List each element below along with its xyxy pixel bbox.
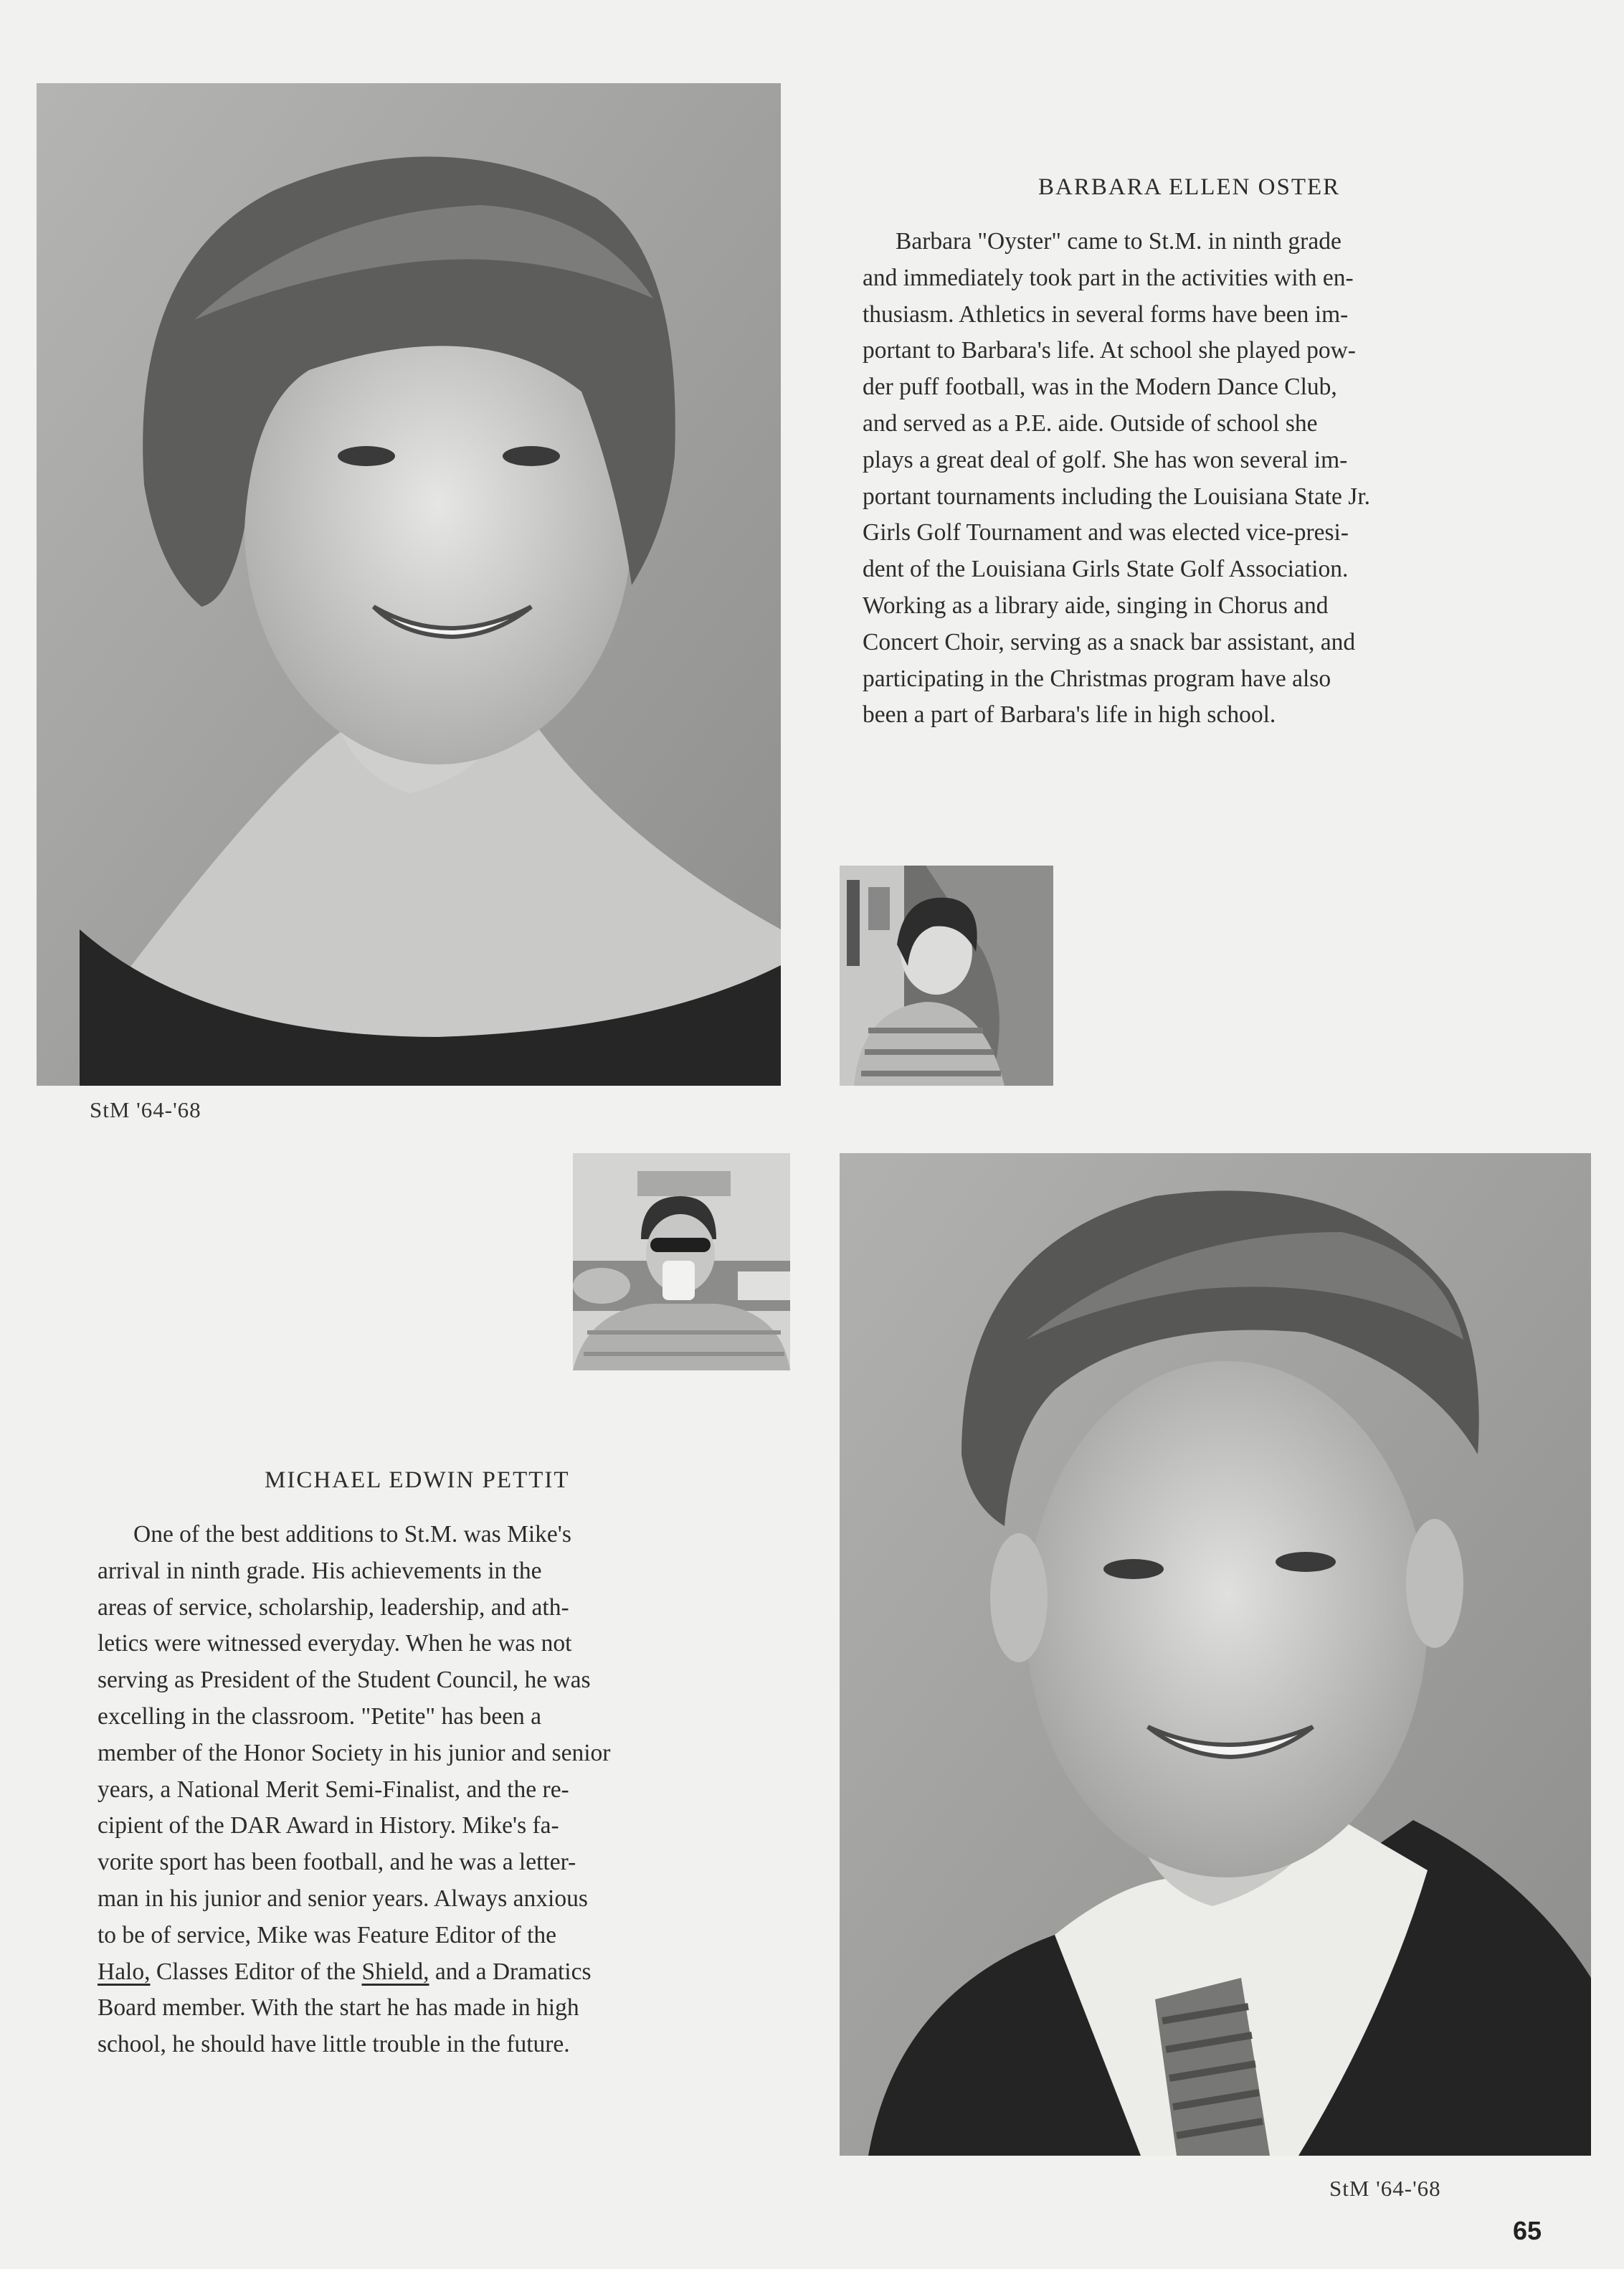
michael-bio-line: serving as President of the Student Council, he was: [98, 1667, 591, 1694]
barbara-bio-line: Working as a library aide, singing in Chorus and: [863, 592, 1329, 619]
michael-bio-line: letics were witnessed everyday. When he was not: [98, 1630, 572, 1657]
barbara-portrait-photo: [37, 83, 781, 1086]
barbara-name-heading: BARBARA ELLEN OSTER: [1038, 174, 1341, 200]
barbara-bio-line: dent of the Louisiana Girls State Golf Association.: [863, 556, 1349, 583]
michael-candid-photo: [573, 1153, 790, 1370]
barbara-bio-line: portant tournaments including the Louisiana State Jr.: [863, 483, 1371, 510]
michael-bio-line: school, he should have little trouble in the future.: [98, 2031, 570, 2058]
halo-publication-name: Halo,: [98, 1958, 151, 1985]
michael-bio-line: to be of service, Mike was Feature Editor of the: [98, 1921, 557, 1948]
bio-line-text: and a Dramatics: [429, 1958, 592, 1985]
michael-bio-line: One of the best additions to St.M. was Mike's: [133, 1521, 571, 1548]
barbara-bio-line: plays a great deal of golf. She has won several im-: [863, 446, 1348, 473]
barbara-bio: [863, 224, 1370, 734]
michael-bio-line: years, a National Merit Semi-Finalist, and the re-: [98, 1776, 569, 1803]
michael-bio-line: man in his junior and senior years. Always anxious: [98, 1885, 588, 1912]
michael-portrait-photo: [840, 1153, 1591, 2156]
michael-bio-line: [98, 1954, 610, 1991]
michael-bio-line: excelling in the classroom. "Petite" has been a: [98, 1702, 541, 1730]
page-number: 65: [1513, 2216, 1542, 2245]
barbara-bio-line: portant to Barbara's life. At school she played pow-: [863, 337, 1356, 364]
michael-bio: [98, 1517, 610, 2063]
michael-bio-line: areas of service, scholarship, leadership, and ath-: [98, 1593, 569, 1621]
barbara-bio-line: participating in the Christmas program have also: [863, 665, 1331, 692]
barbara-bio-line: been a part of Barbara's life in high school.: [863, 701, 1276, 729]
michael-bio-line: cipient of the DAR Award in History. Mike's fa-: [98, 1812, 559, 1839]
barbara-candid-photo: [840, 866, 1053, 1086]
barbara-bio-line: thusiasm. Athletics in several forms have been im-: [863, 300, 1349, 328]
michael-class-years: StM '64-'68: [1329, 2176, 1441, 2201]
michael-bio-line: vorite sport has been football, and he was a letter-: [98, 1849, 576, 1876]
michael-bio-line: arrival in ninth grade. His achievements in the: [98, 1557, 542, 1584]
michael-bio-line: member of the Honor Society in his junior and senior: [98, 1739, 611, 1766]
bio-line-text: Classes Editor of the: [150, 1958, 362, 1985]
barbara-bio-line: Barbara "Oyster" came to St.M. in ninth grade: [896, 228, 1342, 255]
barbara-bio-line: Concert Choir, serving as a snack bar assistant, and: [863, 628, 1356, 655]
shield-publication-name: Shield,: [361, 1958, 429, 1985]
michael-bio-line: Board member. With the start he has made in high: [98, 1994, 579, 2022]
barbara-bio-line: der puff football, was in the Modern Dance Club,: [863, 374, 1337, 401]
barbara-bio-line: and immediately took part in the activities with en-: [863, 264, 1354, 291]
barbara-bio-line: and served as a P.E. aide. Outside of school she: [863, 409, 1318, 437]
barbara-bio-line: Girls Golf Tournament and was elected vice-presi-: [863, 519, 1349, 546]
barbara-class-years: StM '64-'68: [90, 1097, 201, 1122]
michael-name-heading: MICHAEL EDWIN PETTIT: [265, 1467, 570, 1493]
